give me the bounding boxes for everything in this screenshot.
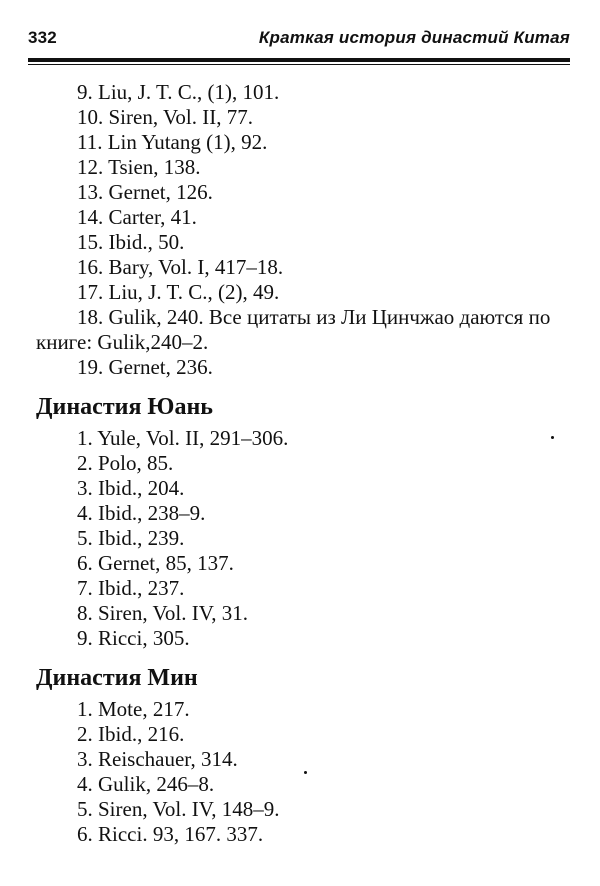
- notes-list-ming: [0, 697, 600, 847]
- notes-list-yuan: [0, 426, 600, 651]
- running-title: Краткая история династий Китая: [258, 28, 570, 47]
- note-item: 8. Siren, Vol. IV, 31.: [77, 601, 248, 625]
- header-rule-thin: [28, 64, 570, 65]
- section-heading-ming: Династия Мин: [36, 665, 198, 691]
- note-item: 5. Siren, Vol. IV, 148–9.: [77, 797, 280, 821]
- note-item-wrapped: 18. Gulik, 240. Все цитаты из Ли Цинчжао даются по книге: Gulik,240–2.: [36, 305, 551, 354]
- page-header: [28, 20, 570, 50]
- section-heading-yuan: Династия Юань: [36, 394, 213, 420]
- note-item: 11. Lin Yutang (1), 92.: [77, 130, 268, 154]
- note-item: 1. Yule, Vol. II, 291–306.: [77, 426, 289, 450]
- note-item: 9. Liu, J. T. C., (1), 101.: [77, 80, 280, 104]
- header-rule-thick: [28, 58, 570, 62]
- note-item: 3. Ibid., 204.: [77, 476, 185, 500]
- note-item: 17. Liu, J. T. C., (2), 49.: [77, 280, 280, 304]
- note-item: 4. Gulik, 246–8.: [77, 772, 215, 796]
- note-item: 15. Ibid., 50.: [77, 230, 185, 254]
- note-item: 4. Ibid., 238–9.: [77, 501, 206, 525]
- note-item: 6. Gernet, 85, 137.: [77, 551, 234, 575]
- scan-speck: [304, 771, 307, 774]
- note-item: 1. Mote, 217.: [77, 697, 190, 721]
- note-item: 14. Carter, 41.: [77, 205, 197, 229]
- note-item: 16. Bary, Vol. I, 417–18.: [77, 255, 284, 279]
- note-item: 9. Ricci, 305.: [77, 626, 190, 650]
- page-number: 332: [28, 28, 57, 47]
- note-item: 7. Ibid., 237.: [77, 576, 185, 600]
- note-item: 6. Ricci. 93, 167. 337.: [77, 822, 264, 846]
- note-item: 2. Ibid., 216.: [77, 722, 185, 746]
- note-item: 12. Tsien, 138.: [77, 155, 201, 179]
- notes-list-top: [0, 80, 600, 380]
- note-item: 13. Gernet, 126.: [77, 180, 213, 204]
- note-item: 2. Polo, 85.: [77, 451, 174, 475]
- note-item: 5. Ibid., 239.: [77, 526, 185, 550]
- scan-speck: [551, 436, 554, 439]
- note-item: 10. Siren, Vol. II, 77.: [77, 105, 253, 129]
- notes-content: [0, 80, 600, 847]
- note-item: 19. Gernet, 236.: [77, 355, 213, 379]
- note-item: 3. Reischauer, 314.: [77, 747, 238, 771]
